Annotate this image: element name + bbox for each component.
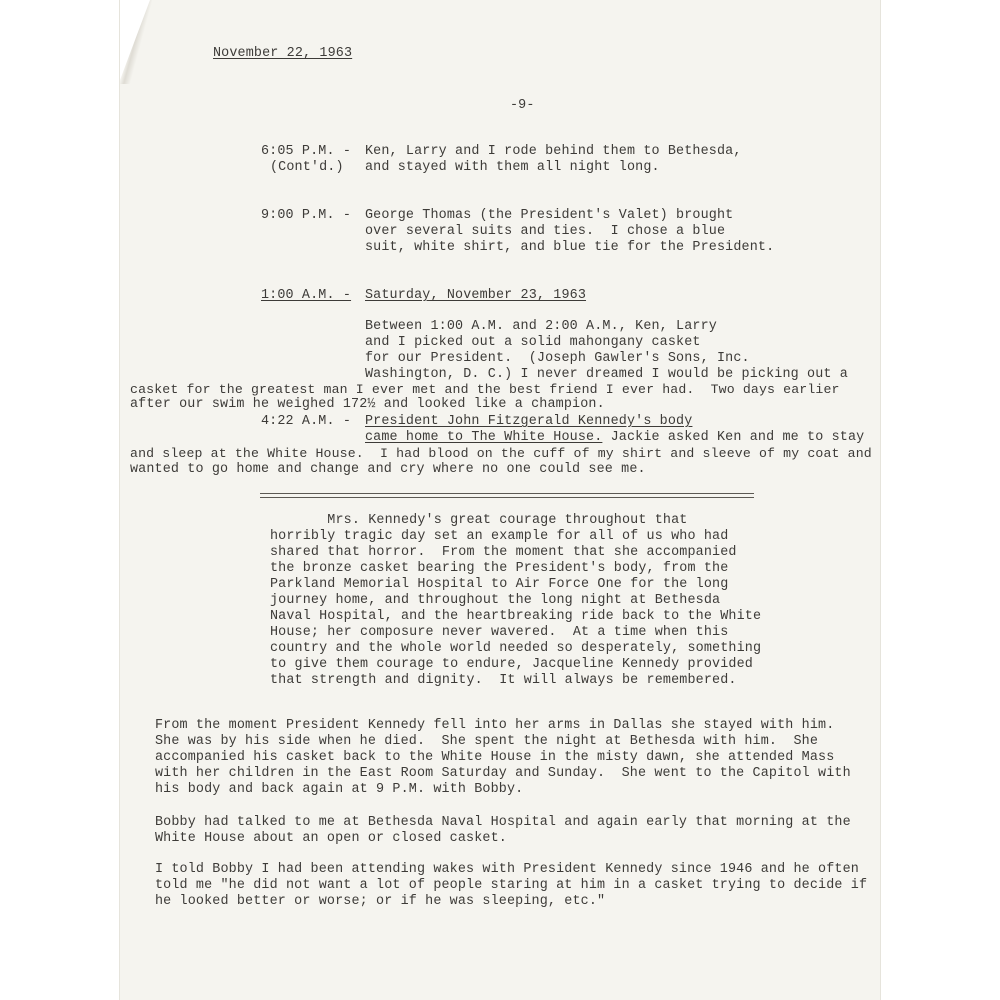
entry-underlined-line: came home to The White House. (365, 430, 603, 445)
separator-rule (260, 493, 754, 494)
paragraph-line: with her children in the East Room Saturday and Sunday. She went to the Capitol with (155, 766, 851, 781)
entry-line: over several suits and ties. I chose a blue (365, 224, 726, 239)
entry-time: 9:00 P.M. - (261, 208, 352, 223)
entry-line: Ken, Larry and I rode behind them to Bethesda, (365, 144, 742, 159)
entry-time: 4:22 A.M. - (261, 414, 352, 429)
entry-line: suit, white shirt, and blue tie for the President. (365, 240, 775, 255)
document-date: November 22, 1963 (213, 46, 353, 61)
tribute-line: Parkland Memorial Hospital to Air Force One for the long (270, 577, 729, 592)
entry-time-note: (Cont'd.) (270, 160, 344, 175)
entry-line: George Thomas (the President's Valet) brought (365, 208, 734, 223)
entry-line: for our President. (Joseph Gawler's Sons, Inc. (365, 351, 750, 366)
entry-time: 6:05 P.M. - (261, 144, 352, 159)
entry-wide-line: after our swim he weighed 172½ and looked like a champion. (130, 397, 605, 412)
tribute-line: journey home, and throughout the long night at Bethesda (270, 593, 721, 608)
page-number: -9- (510, 98, 535, 113)
entry-heading: Saturday, November 23, 1963 (365, 288, 587, 303)
entry-time: 1:00 A.M. - (261, 288, 352, 303)
entry-underlined-line: President John Fitzgerald Kennedy's body (365, 414, 693, 429)
paragraph-line: I told Bobby I had been attending wakes with President Kennedy since 1946 and he often (155, 862, 859, 877)
entry-continuation: Jackie asked Ken and me to stay (602, 430, 865, 445)
entry-line: and I picked out a solid mahongany casket (365, 335, 701, 350)
separator-rule (260, 497, 754, 498)
paragraph-line: White House about an open or closed casket. (155, 831, 507, 846)
folded-corner (120, 0, 150, 80)
paragraph-line: accompanied his casket back to the White House in the misty dawn, she attended Mass (155, 750, 835, 765)
paragraph-line: his body and back again at 9 P.M. with Bobby. (155, 782, 524, 797)
tribute-line: Naval Hospital, and the heartbreaking ride back to the White (270, 609, 762, 624)
tribute-line: shared that horror. From the moment that she accompanied (270, 545, 737, 560)
paragraph-line: he looked better or worse; or if he was sleeping, etc." (155, 894, 606, 909)
entry-wide-line: casket for the greatest man I ever met and the best friend I ever had. Two days earlier (130, 382, 840, 397)
paragraph-line: From the moment President Kennedy fell into her arms in Dallas she stayed with him. (155, 718, 835, 733)
entry-wide-line: and sleep at the White House. I had blood on the cuff of my shirt and sleeve of my coat and (130, 446, 872, 461)
tribute-line: House; her composure never wavered. At a time when this (270, 625, 729, 640)
tribute-line: Mrs. Kennedy's great courage throughout that (270, 513, 688, 528)
tribute-line: the bronze casket bearing the President's body, from the (270, 561, 729, 576)
tribute-line: to give them courage to endure, Jacqueline Kennedy provided (270, 657, 753, 672)
entry-line: Between 1:00 A.M. and 2:00 A.M., Ken, Larry (365, 319, 717, 334)
paragraph-line: Bobby had talked to me at Bethesda Naval Hospital and again early that morning at the (155, 815, 851, 830)
entry-line-row (365, 430, 864, 446)
entry-wide-line: wanted to go home and change and cry where no one could see me. (130, 462, 646, 477)
tribute-line: horribly tragic day set an example for all of us who had (270, 529, 729, 544)
entry-line: Washington, D. C.) I never dreamed I would be picking out a (365, 367, 848, 382)
entry-line: and stayed with them all night long. (365, 160, 660, 175)
paragraph-line: told me "he did not want a lot of people staring at him in a casket trying to decide if (155, 878, 868, 893)
paragraph-line: She was by his side when he died. She spent the night at Bethesda with him. She (155, 734, 819, 749)
tribute-line: country and the whole world needed so desperately, something (270, 641, 762, 656)
tribute-line: that strength and dignity. It will always be remembered. (270, 673, 737, 688)
